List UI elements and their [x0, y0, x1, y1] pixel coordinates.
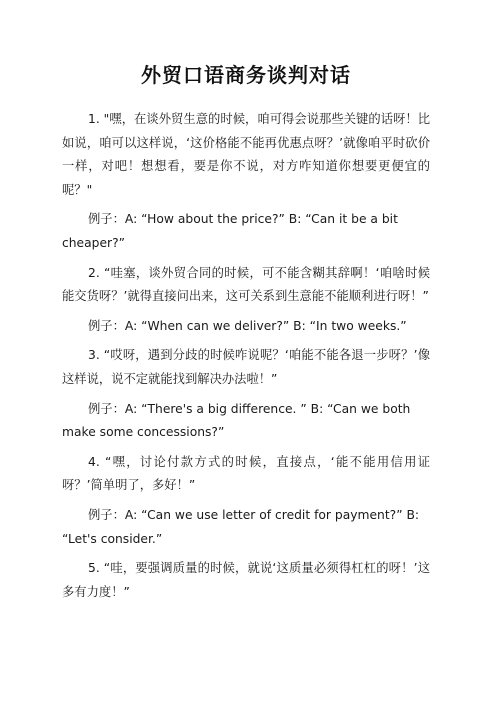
item-4-text: 4. “嘿，讨论付款方式的时候，直接点，‘能不能用信用证呀？’简单明了，多好！” [62, 454, 430, 493]
document-title: 外贸口语商务谈判对话 [141, 63, 351, 87]
item-1-example: 例子：A: “How about the price?” B: “Can it be a bit cheaper?” [62, 212, 398, 250]
item-1-text: 1. "嘿，在谈外贸生意的时候，咱可得会说那些关键的话呀！比如说，咱可以这样说，‘这价格能不能再优惠点呀？’就像咱平时砍价一样，对吧！想想看，要是你不说，对方咋知道你想要更便宜的呢？" [62, 112, 430, 197]
item-2-text: 2. “哇塞，谈外贸合同的时候，可不能含糊其辞啊！‘咱啥时候能交货呀？’就得直接问出来，这可关系到生意能不能顺利进行呀！” [62, 265, 431, 304]
item-5-text: 5. “哇，要强调质量的时候，就说‘这质量必须得杠杠的呀！’这多有力度！” [62, 561, 430, 599]
item-2-example: 例子：A: “When can we deliver?” B: “In two weeks.” [88, 318, 407, 333]
item-3-example: 例子：A: “There's a big difference. ” B: “Can we both make some concessions?” [62, 401, 411, 440]
item-4-example: 例子：A: “Can we use letter of credit for payment?” B: “Let's consider.” [62, 507, 420, 546]
item-3-text: 3. “哎呀，遇到分歧的时候咋说呢？‘咱能不能各退一步呀？’像这样说，说不定就能找到解决办法啦！” [62, 348, 430, 386]
